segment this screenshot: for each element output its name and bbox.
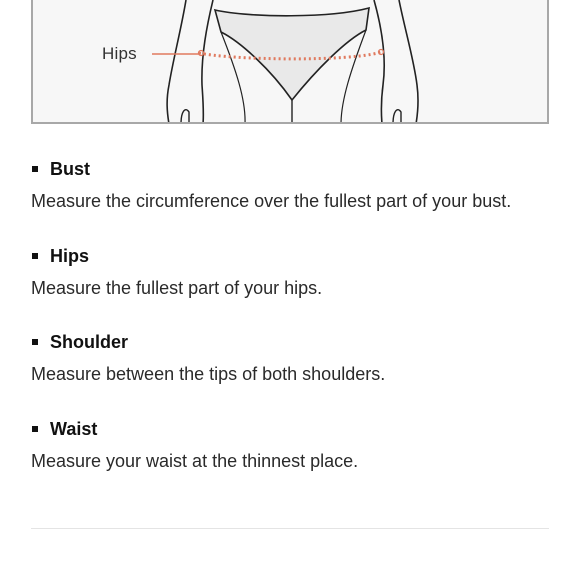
divider bbox=[31, 528, 549, 529]
section-heading bbox=[31, 244, 551, 268]
section-title: Hips bbox=[50, 245, 90, 266]
bullet-square-icon bbox=[32, 253, 38, 259]
bullet-square-icon bbox=[32, 166, 38, 172]
section-description: Measure the fullest part of your hips. bbox=[31, 278, 323, 298]
bullet-square-icon bbox=[32, 426, 38, 432]
section-description: Measure between the tips of both shoulders. bbox=[31, 364, 386, 384]
section-heading bbox=[31, 417, 551, 441]
section-heading bbox=[31, 330, 551, 354]
section-title: Waist bbox=[50, 418, 98, 439]
section-title: Shoulder bbox=[50, 331, 129, 352]
section-title: Bust bbox=[50, 158, 90, 179]
section-waist bbox=[31, 417, 551, 472]
bullet-square-icon bbox=[32, 339, 38, 345]
section-description: Measure the circumference over the fullest part of your bust. bbox=[31, 191, 512, 211]
section-hips bbox=[31, 244, 551, 299]
section-bust bbox=[31, 157, 551, 212]
hips-illustration-label: Hips bbox=[102, 44, 137, 63]
measurement-illustration bbox=[31, 0, 549, 124]
section-heading bbox=[31, 157, 551, 181]
section-shoulder bbox=[31, 330, 551, 385]
section-description: Measure your waist at the thinnest place. bbox=[31, 451, 359, 471]
